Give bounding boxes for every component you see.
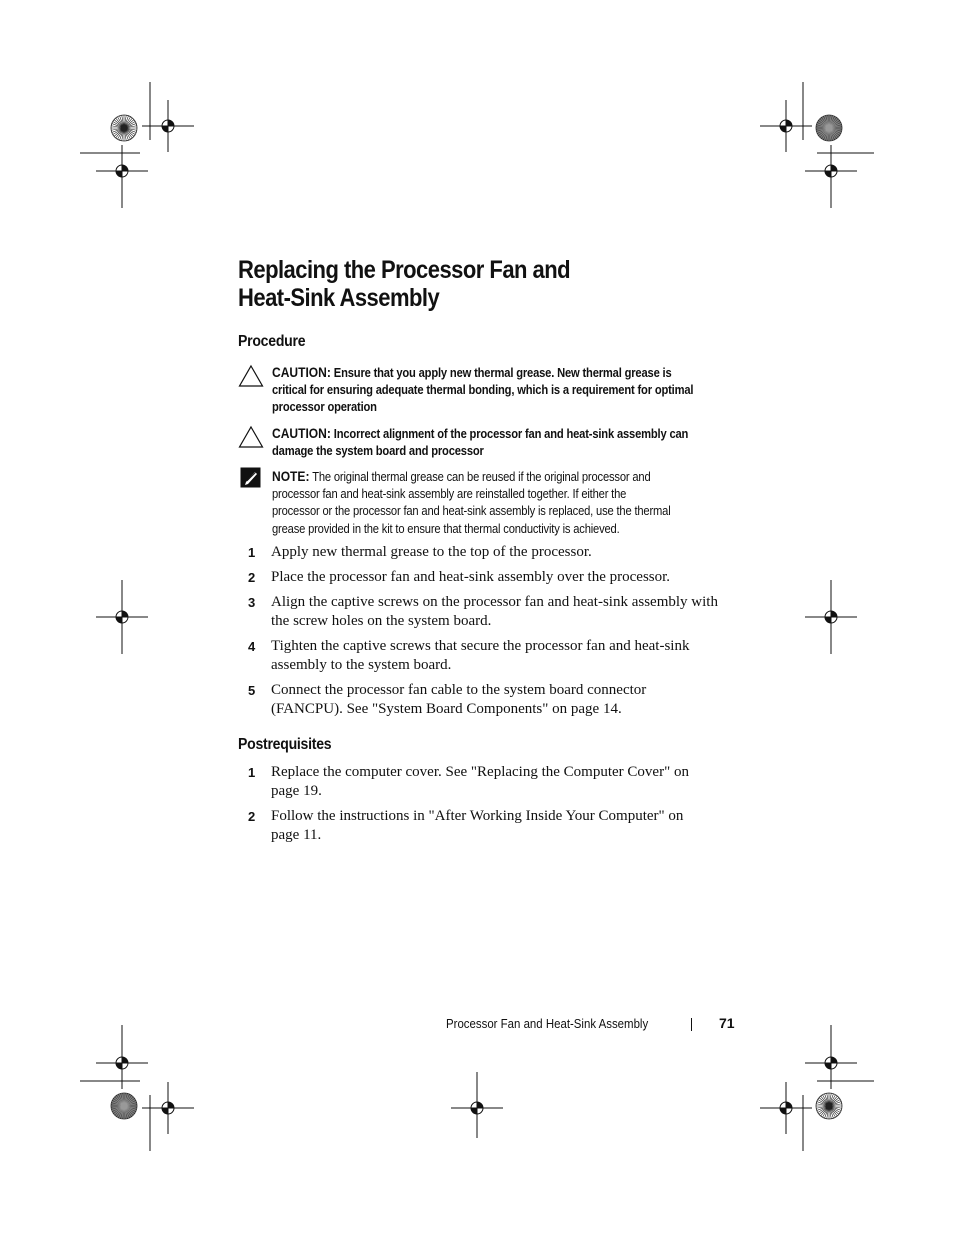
page-number: 71 [719,1015,735,1031]
step-line-2: the screw holes on the system board. [271,613,492,629]
caution-2-line-1: Incorrect alignment of the processor fan and heat-sink assembly can [333,426,689,441]
caution-notice-2 [238,423,798,463]
caution-1-line-1: Ensure that you apply new thermal grease. New thermal grease is [333,365,672,380]
registration-starburst-icon [111,1093,137,1119]
note-line-2: processor fan and heat-sink assembly are reinstalled together. If either the [272,486,627,502]
caution-1-line-3: processor operation [272,399,377,415]
step-number: 4 [248,639,256,654]
step-line-1: Apply new thermal grease to the top of the processor. [271,544,592,560]
step-number: 1 [248,545,256,560]
caution-2-line-2: damage the system board and processor [272,443,484,459]
step-text [271,637,741,675]
step-line-2: (FANCPU). See "System Board Components" on page 14. [271,701,622,717]
note-notice [238,466,798,540]
step-line-1: Follow the instructions in "After Working Inside Your Computer" on [271,808,684,824]
step-text [271,543,741,562]
note-pencil-icon [240,467,264,489]
step-line-1: Tighten the captive screws that secure the processor fan and heat-sink [271,638,690,654]
note-line-1: The original thermal grease can be reused if the original processor and [312,469,651,484]
registration-starburst-icon [816,115,842,141]
page-title-line-1: Replacing the Processor Fan and [238,256,571,284]
registration-crosshair-icon [760,100,812,152]
step-line-2: assembly to the system board. [271,657,452,673]
note-line-4: grease provided in the kit to ensure that thermal conductivity is achieved. [272,520,620,536]
page-title [238,256,766,312]
note-text [272,468,728,537]
step-text [271,763,741,801]
caution-1-line-2: critical for ensuring adequate thermal bonding, which is a requirement for optimal [272,382,694,398]
step-text [271,568,741,587]
step-number: 3 [248,595,256,610]
footer-divider [691,1018,692,1031]
note-line-3: processor or the processor fan and heat-sink assembly is replaced, use the thermal [272,503,671,519]
step-number: 1 [248,765,256,780]
note-label: NOTE: [272,468,310,484]
registration-crosshair-icon [760,1082,812,1134]
caution-2-label: CAUTION: [272,425,331,441]
procedure-heading: Procedure [238,333,306,350]
postrequisites-heading: Postrequisites [238,736,332,753]
page-title-line-2: Heat-Sink Assembly [238,284,440,312]
step-number: 5 [248,683,256,698]
registration-starburst-icon [816,1093,842,1119]
step-text [271,593,741,631]
caution-2-text [272,425,728,459]
step-number: 2 [248,570,256,585]
step-number: 2 [248,809,256,824]
step-line-2: page 19. [271,783,322,799]
step-text [271,807,741,845]
step-line-1: Place the processor fan and heat-sink assembly over the processor. [271,569,671,585]
caution-triangle-icon [238,364,264,388]
step-line-1: Connect the processor fan cable to the system board connector [271,682,647,698]
caution-notice-1 [238,362,798,418]
registration-starburst-icon [111,115,137,141]
step-line-2: page 11. [271,827,322,843]
caution-triangle-icon [238,425,264,449]
footer-section-title: Processor Fan and Heat-Sink Assembly [446,1016,649,1031]
caution-1-text [272,364,728,416]
step-line-1: Align the captive screws on the processor fan and heat-sink assembly with [271,594,718,610]
caution-1-label: CAUTION: [272,364,331,380]
step-line-1: Replace the computer cover. See "Replacing the Computer Cover" on [271,764,689,780]
step-text [271,681,741,719]
